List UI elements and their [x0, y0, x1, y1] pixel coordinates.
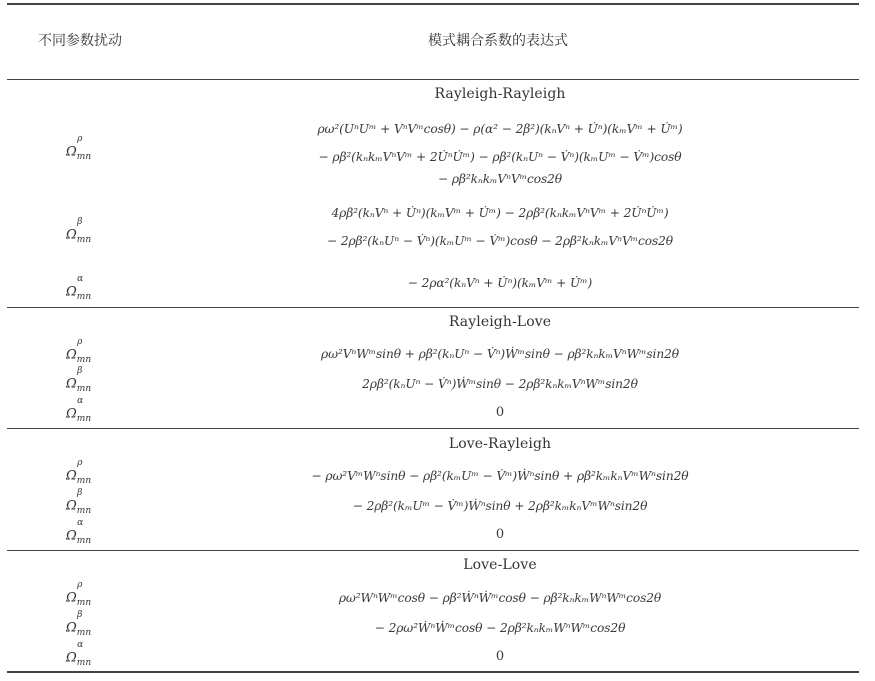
- section-rule-2: [7, 428, 859, 429]
- expression-line: 0: [495, 405, 505, 420]
- section-title: Rayleigh-Rayleigh: [434, 86, 566, 102]
- coefficient-symbol: $\Omega_{mn}^\rho$: [66, 580, 92, 608]
- column-header-perturbation: 不同参数扰动: [38, 33, 122, 49]
- column-header-expression: 模式耦合系数的表达式: [428, 33, 568, 49]
- expression-line: ρω²VⁿWᵐsinθ + ρβ²(kₙUⁿ − V̇ⁿ)Ẇᵐsinθ − ρβ²kₙkₘVⁿWᵐsin2θ: [321, 347, 679, 361]
- header-rule: [7, 79, 859, 80]
- coefficient-symbol: $\Omega_{mn}^\beta$: [66, 217, 92, 245]
- section-title: Love-Rayleigh: [448, 436, 552, 452]
- coefficient-symbol: $\Omega_{mn}^\beta$: [66, 610, 92, 638]
- coefficient-symbol: $\Omega_{mn}^\beta$: [66, 488, 92, 516]
- coefficient-symbol: $\Omega_{mn}^\rho$: [66, 134, 92, 162]
- expression-line: 0: [495, 527, 505, 542]
- expression-line: 0: [495, 649, 505, 664]
- expression-line: ρω²(UⁿUᵐ + VⁿVᵐcosθ) − ρ(α² − 2β²)(kₙVⁿ + U̇ⁿ)(kₘVᵐ + U̇ᵐ): [317, 122, 683, 136]
- expression-line: ρω²WⁿWᵐcosθ − ρβ²ẆⁿẆᵐcosθ − ρβ²kₙkₘWⁿWᵐcos2θ: [338, 591, 662, 605]
- coefficient-symbol: $\Omega_{mn}^\beta$: [66, 366, 92, 394]
- table-bottom-rule: [7, 671, 859, 673]
- expression-line: − 2ρω²ẆⁿẆᵐcosθ − 2ρβ²kₙkₘWⁿWᵐcos2θ: [374, 621, 626, 635]
- coefficient-symbol: $\Omega_{mn}^\alpha$: [66, 396, 92, 424]
- coefficient-symbol: $\Omega_{mn}^\alpha$: [66, 518, 92, 546]
- expression-line: − 2ρβ²(kₙUⁿ − V̇ⁿ)(kₘUᵐ − V̇ᵐ)cosθ − 2ρβ²kₙkₘVⁿVᵐcos2θ: [326, 234, 674, 248]
- section-rule-3: [7, 550, 859, 551]
- expression-line: − 2ρα²(kₙVⁿ + U̇ⁿ)(kₘVᵐ + U̇ᵐ): [407, 276, 593, 290]
- coefficient-symbol: $\Omega_{mn}^\rho$: [66, 337, 92, 365]
- table-top-rule: [7, 3, 859, 5]
- section-title: Rayleigh-Love: [448, 314, 552, 330]
- coefficient-symbol: $\Omega_{mn}^\alpha$: [66, 640, 92, 668]
- coefficient-symbol: $\Omega_{mn}^\rho$: [66, 458, 92, 486]
- section-title: Love-Love: [463, 557, 537, 573]
- expression-line: − 2ρβ²(kₘUᵐ − V̇ᵐ)Ẇⁿsinθ + 2ρβ²kₘkₙVᵐWⁿsin2θ: [352, 499, 648, 513]
- expression-line: − ρβ²(kₙkₘVⁿVᵐ + 2U̇ⁿU̇ᵐ) − ρβ²(kₙUⁿ − V̇ⁿ)(kₘUᵐ − V̇ᵐ)cosθ: [318, 150, 682, 164]
- coefficient-symbol: $\Omega_{mn}^\alpha$: [66, 274, 92, 302]
- expression-line: − ρω²VᵐWⁿsinθ − ρβ²(kₘUᵐ − V̇ᵐ)Ẇⁿsinθ + ρβ²kₘkₙVᵐWⁿsin2θ: [311, 469, 689, 483]
- expression-line: 4ρβ²(kₙVⁿ + U̇ⁿ)(kₘVᵐ + U̇ᵐ) − 2ρβ²(kₙkₘVⁿVᵐ + 2U̇ⁿU̇ᵐ): [331, 206, 669, 220]
- expression-line: − ρβ²kₙkₘVⁿVᵐcos2θ: [437, 172, 563, 186]
- expression-line: 2ρβ²(kₙUⁿ − V̇ⁿ)Ẇᵐsinθ − 2ρβ²kₙkₘVⁿWᵐsin2θ: [362, 377, 638, 391]
- section-rule-1: [7, 307, 859, 308]
